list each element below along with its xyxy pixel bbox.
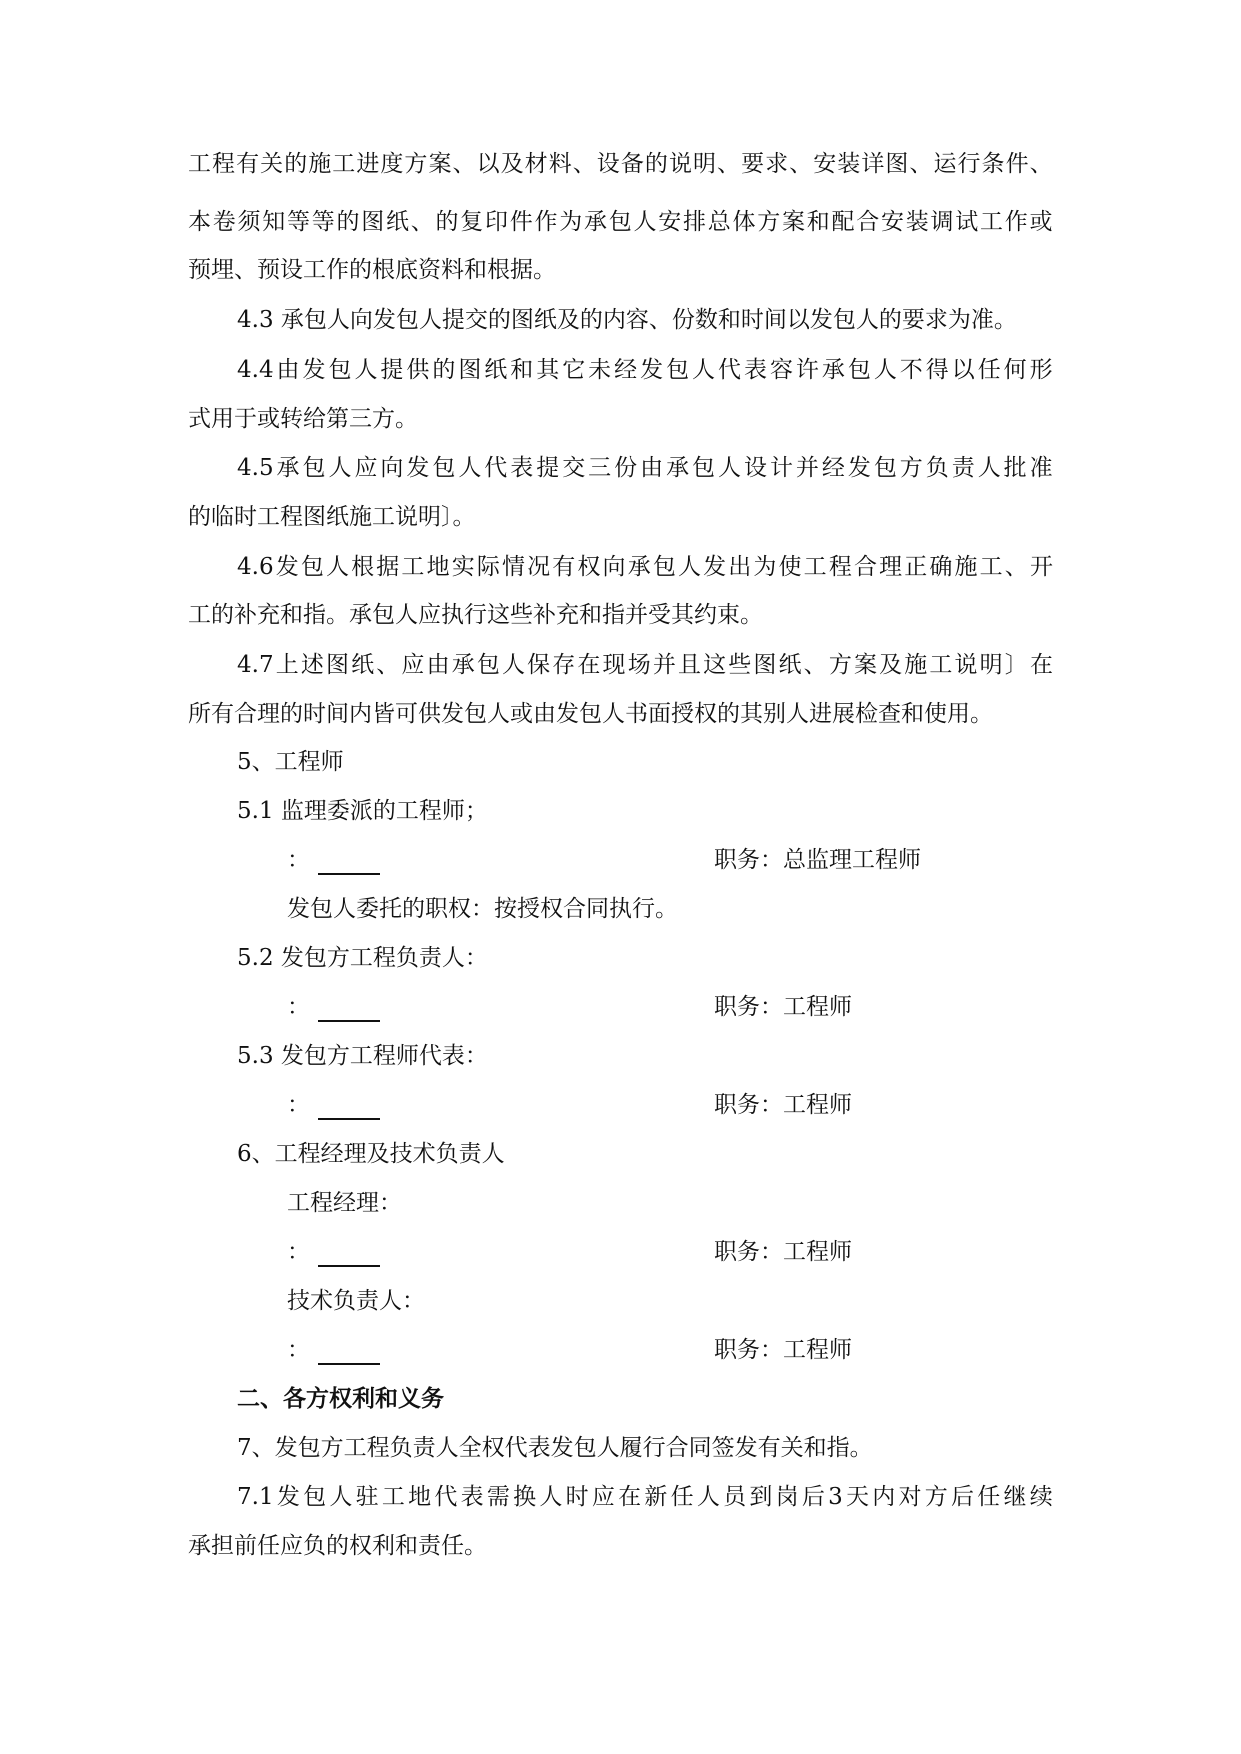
role-text: 职务：工程师 <box>714 1092 852 1118</box>
clause-4-3: 4.3 承包人向发包人提交的图纸及的内容、份数和时间以发包人的要求为准。 <box>237 307 1017 333</box>
colon-label: ： <box>287 1092 310 1118</box>
clause-4-4-line2: 式用于或转给第三方。 <box>188 406 418 432</box>
project-manager-label: 工程经理： <box>287 1190 402 1216</box>
clause-4-5-line1: 4.5 承 包 人 应 向 发 包 人 代 表 提 交 三 份 由 承 包 人 设 计 并 经 发 包 方 负 责 人 批 准 <box>237 455 1053 481</box>
clause-4-6-line2: 工的补充和指。承包人应执行这些补充和指并受其约束。 <box>188 602 763 628</box>
clause-7-1-line1: 7.1 发 包 人 驻 工 地 代 表 需 换 人 时 应 在 新 任 人 员 到 岗 后 3 天 内 对 方 后 任 继 续 <box>237 1484 1053 1510</box>
colon-label: ： <box>287 994 310 1020</box>
clause-7: 7、发包方工程负责人全权代表发包人履行合同签发有关和指。 <box>237 1435 873 1461</box>
section-5-title: 5、工程师 <box>237 749 344 775</box>
para-line: 工 程 有 关 的 施 工 进 度 方 案 、 以 及 材 料 、 设 备 的 说 明 、 要 求 、 安 装 详 图 、 运 行 条 件 、 <box>188 151 1053 177</box>
signature-row-1 <box>287 844 987 876</box>
clause-5-1: 5.1 监理委派的工程师； <box>237 798 488 824</box>
blank-line <box>318 1241 380 1267</box>
role-text: 职务：总监理工程师 <box>714 847 921 873</box>
colon-label: ： <box>287 847 310 873</box>
para-line: 预埋、预设工作的根底资料和根据。 <box>188 257 556 283</box>
clause-4-4-line1: 4.4 由 发 包 人 提 供 的 图 纸 和 其 它 未 经 发 包 人 代 表 容 许 承 包 人 不 得 以 任 何 形 <box>237 357 1053 383</box>
blank-line <box>318 1339 380 1365</box>
clause-5-3: 5.3 发包方工程师代表： <box>237 1043 488 1069</box>
blank-line <box>318 996 380 1022</box>
clause-5-2: 5.2 发包方工程负责人： <box>237 945 488 971</box>
signature-row-4 <box>287 1236 987 1268</box>
clause-4-7-line1: 4.7 上 述 图 纸 、 应 由 承 包 人 保 存 在 现 场 并 且 这 些 图 纸 、 方 案 及 施 工 说 明 〕 在 <box>237 652 1053 678</box>
role-text: 职务：工程师 <box>714 994 852 1020</box>
para-line: 本 卷 须 知 等 等 的 图 纸 、 的 复 印 件 作 为 承 包 人 安 排 总 体 方 案 和 配 合 安 装 调 试 工 作 或 <box>188 209 1053 235</box>
colon-label: ： <box>287 1239 310 1265</box>
role-text: 职务：工程师 <box>714 1337 852 1363</box>
blank-line <box>318 849 380 875</box>
clause-4-6-line1: 4.6 发 包 人 根 据 工 地 实 际 情 况 有 权 向 承 包 人 发 出 为 使 工 程 合 理 正 确 施 工 、 开 <box>237 554 1053 580</box>
authority-line: 发包人委托的职权：按授权合同执行。 <box>287 896 678 922</box>
colon-label: ： <box>287 1337 310 1363</box>
clause-4-7-line2: 所有合理的时间内皆可供发包人或由发包人书面授权的其别人进展检查和使用。 <box>188 701 993 727</box>
signature-row-2 <box>287 991 987 1023</box>
section-heading-2: 二、各方权利和义务 <box>237 1385 444 1412</box>
clause-4-5-line2: 的临时工程图纸施工说明〕。 <box>188 504 476 530</box>
blank-line <box>318 1094 380 1120</box>
tech-lead-label: 技术负责人： <box>287 1288 425 1314</box>
clause-7-1-line2: 承担前任应负的权利和责任。 <box>188 1533 487 1559</box>
signature-row-3 <box>287 1089 987 1121</box>
section-6-title: 6、工程经理及技术负责人 <box>237 1141 505 1167</box>
role-text: 职务：工程师 <box>714 1239 852 1265</box>
signature-row-5 <box>287 1334 987 1366</box>
